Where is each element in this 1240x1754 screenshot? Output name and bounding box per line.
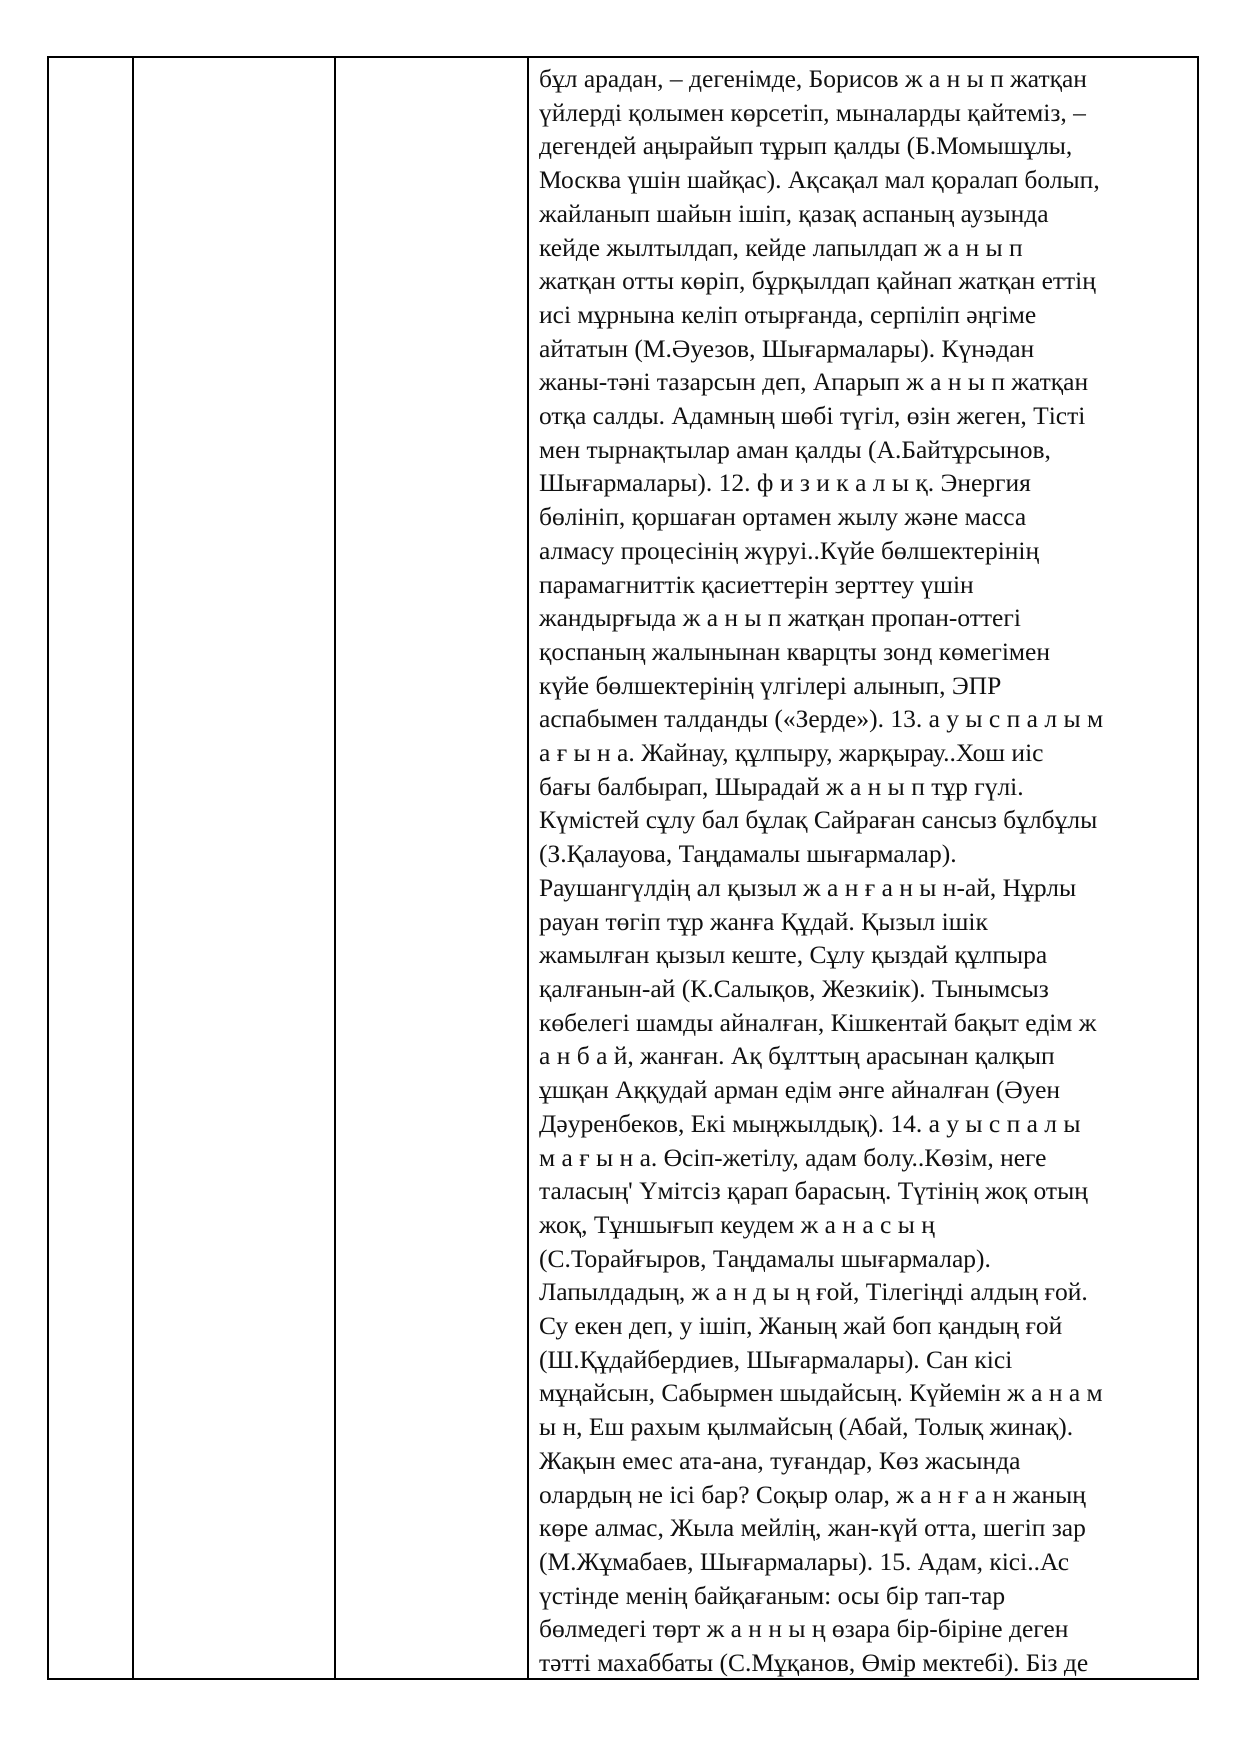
text-line: (Ш.Құдайбердиев, Шығармалары). Сан кісі bbox=[539, 1344, 1013, 1374]
text-line: жайланып шайын ішіп, қазақ аспаның аузында bbox=[539, 198, 1049, 228]
text-line: жоқ, Тұншығып кеудем ж а н а с ы ң bbox=[539, 1209, 935, 1239]
text-line: ұшқан Аққудай арман едім әнге айналған (Әуен bbox=[539, 1075, 1061, 1105]
body-text bbox=[539, 62, 1191, 1678]
table-column-1 bbox=[49, 58, 134, 1678]
text-line: (М.Жұмабаев, Шығармалары). 15. Адам, кісі..Ас bbox=[539, 1546, 1070, 1576]
text-line: күйе бөлшектерінің үлгілері алынып, ЭПР bbox=[539, 670, 1002, 700]
text-line: парамагниттік қасиеттерін зерттеу үшін bbox=[539, 569, 974, 599]
text-line: тәтті махаббаты (С.Мұқанов, Өмір мектебі). Біз де bbox=[539, 1648, 1089, 1678]
text-line: Су екен деп, у ішіп, Жаның жай боп қандың ғой bbox=[539, 1311, 1063, 1341]
table-column-text bbox=[529, 58, 1197, 1678]
text-line: а н б а й, жанған. Ақ бұлттың арасынан қалқып bbox=[539, 1041, 1055, 1071]
text-line: үстінде менің байқағаным: осы бір тап-тар bbox=[539, 1580, 1006, 1610]
text-line: рауан төгіп тұр жанға Құдай. Қызыл ішік bbox=[539, 906, 988, 936]
text-line: айтатын (М.Әуезов, Шығармалары). Күнәдан bbox=[539, 333, 1035, 363]
text-line: а ғ ы н а. Жайнау, құлпыру, жарқырау..Хош иіс bbox=[539, 738, 1044, 768]
text-line: бөлмедегі төрт ж а н н ы ң өзара бір-біріне деген bbox=[539, 1614, 1069, 1644]
text-line: (З.Қалауова, Таңдамалы шығармалар). bbox=[539, 839, 957, 869]
text-line: қалғанын-ай (К.Салықов, Жезкиік). Тынымсыз bbox=[539, 973, 1049, 1003]
text-line: Дәуренбеков, Екі мыңжылдық). 14. а у ы с п а л ы bbox=[539, 1108, 1081, 1138]
text-line: кейде жылтылдап, кейде лапылдап ж а н ы п bbox=[539, 232, 1023, 262]
text-line: жатқан отты көріп, бұрқылдап қайнап жатқан еттің bbox=[539, 266, 1096, 296]
text-line: алмасу процесінің жүруі..Күйе бөлшектерінің bbox=[539, 535, 1040, 565]
text-line: жандырғыда ж а н ы п жатқан пропан-оттегі bbox=[539, 603, 1021, 633]
text-line: Күмістей сұлу бал бұлақ Сайраған сансыз бұлбұлы bbox=[539, 805, 1098, 835]
text-line: Шығармалары). 12. ф и з и к а л ы қ. Энергия bbox=[539, 468, 1031, 498]
text-line: қоспаның жалынынан кварцты зонд көмегімен bbox=[539, 636, 1051, 666]
text-line: (С.Торайғыров, Таңдамалы шығармалар). bbox=[539, 1243, 991, 1273]
text-line: бөлініп, қоршаған ортамен жылу және масса bbox=[539, 502, 1027, 532]
text-line: бұл арадан, – дегенімде, Борисов ж а н ы п жатқан bbox=[539, 64, 1087, 93]
text-line: исі мұрнына келіп отырғанда, серпіліп әңгіме bbox=[539, 299, 1037, 329]
document-table bbox=[47, 56, 1199, 1680]
text-line: ы н, Еш рахым қылмайсың (Абай, Толық жинақ). bbox=[539, 1412, 1074, 1442]
text-line: мен тырнақтылар аман қалды (А.Байтұрсынов, bbox=[539, 434, 1051, 464]
text-line: м а ғ ы н а. Өсіп-жетілу, адам болу..Көзім, неге bbox=[539, 1142, 1047, 1172]
text-line: жамылған қызыл кеште, Сұлу қыздай құлпыра bbox=[539, 940, 1048, 970]
text-line: дегендей аңырайып тұрып қалды (Б.Момышұлы, bbox=[539, 131, 1073, 161]
text-line: аспабымен талданды («Зерде»). 13. а у ы с п а л ы м bbox=[539, 704, 1104, 734]
text-line: таласың' Үмітсіз қарап барасың. Түтінің жоқ отың bbox=[539, 1176, 1088, 1206]
text-line: Лапылдадың, ж а н д ы ң ғой, Тілегіңді алдың ғой. bbox=[539, 1277, 1088, 1307]
text-line: бағы балбырап, Шырадай ж а н ы п тұр гүлі. bbox=[539, 771, 1024, 801]
text-line: Раушангүлдің ал қызыл ж а н ғ а н ы н-ай, Нұрлы bbox=[539, 872, 1077, 902]
text-line: жаны-тәні тазарсын деп, Апарып ж а н ы п жатқан bbox=[539, 367, 1089, 397]
table-column-2 bbox=[134, 58, 336, 1678]
table-column-3 bbox=[336, 58, 529, 1678]
text-line: отқа салды. Адамның шөбі түгіл, өзін жеген, Тісті bbox=[539, 401, 1086, 431]
text-line: көбелегі шамды айналған, Кішкентай бақыт едім ж bbox=[539, 1007, 1097, 1037]
text-line: үйлерді қолымен көрсетіп, мыналарды қайтеміз, – bbox=[539, 97, 1086, 127]
text-line: Жақын емес ата-ана, туғандар, Көз жасында bbox=[539, 1445, 1021, 1475]
text-line: олардың не ісі бар? Соқыр олар, ж а н ғ а н жаның bbox=[539, 1479, 1086, 1509]
text-line: мұңайсын, Сабырмен шыдайсың. Күйемін ж а н а м bbox=[539, 1378, 1103, 1408]
text-line: көре алмас, Жыла мейлің, жан-күй отта, шегіп зар bbox=[539, 1513, 1086, 1543]
text-line: Москва үшін шайқас). Ақсақал мал қоралап болып, bbox=[539, 165, 1100, 195]
